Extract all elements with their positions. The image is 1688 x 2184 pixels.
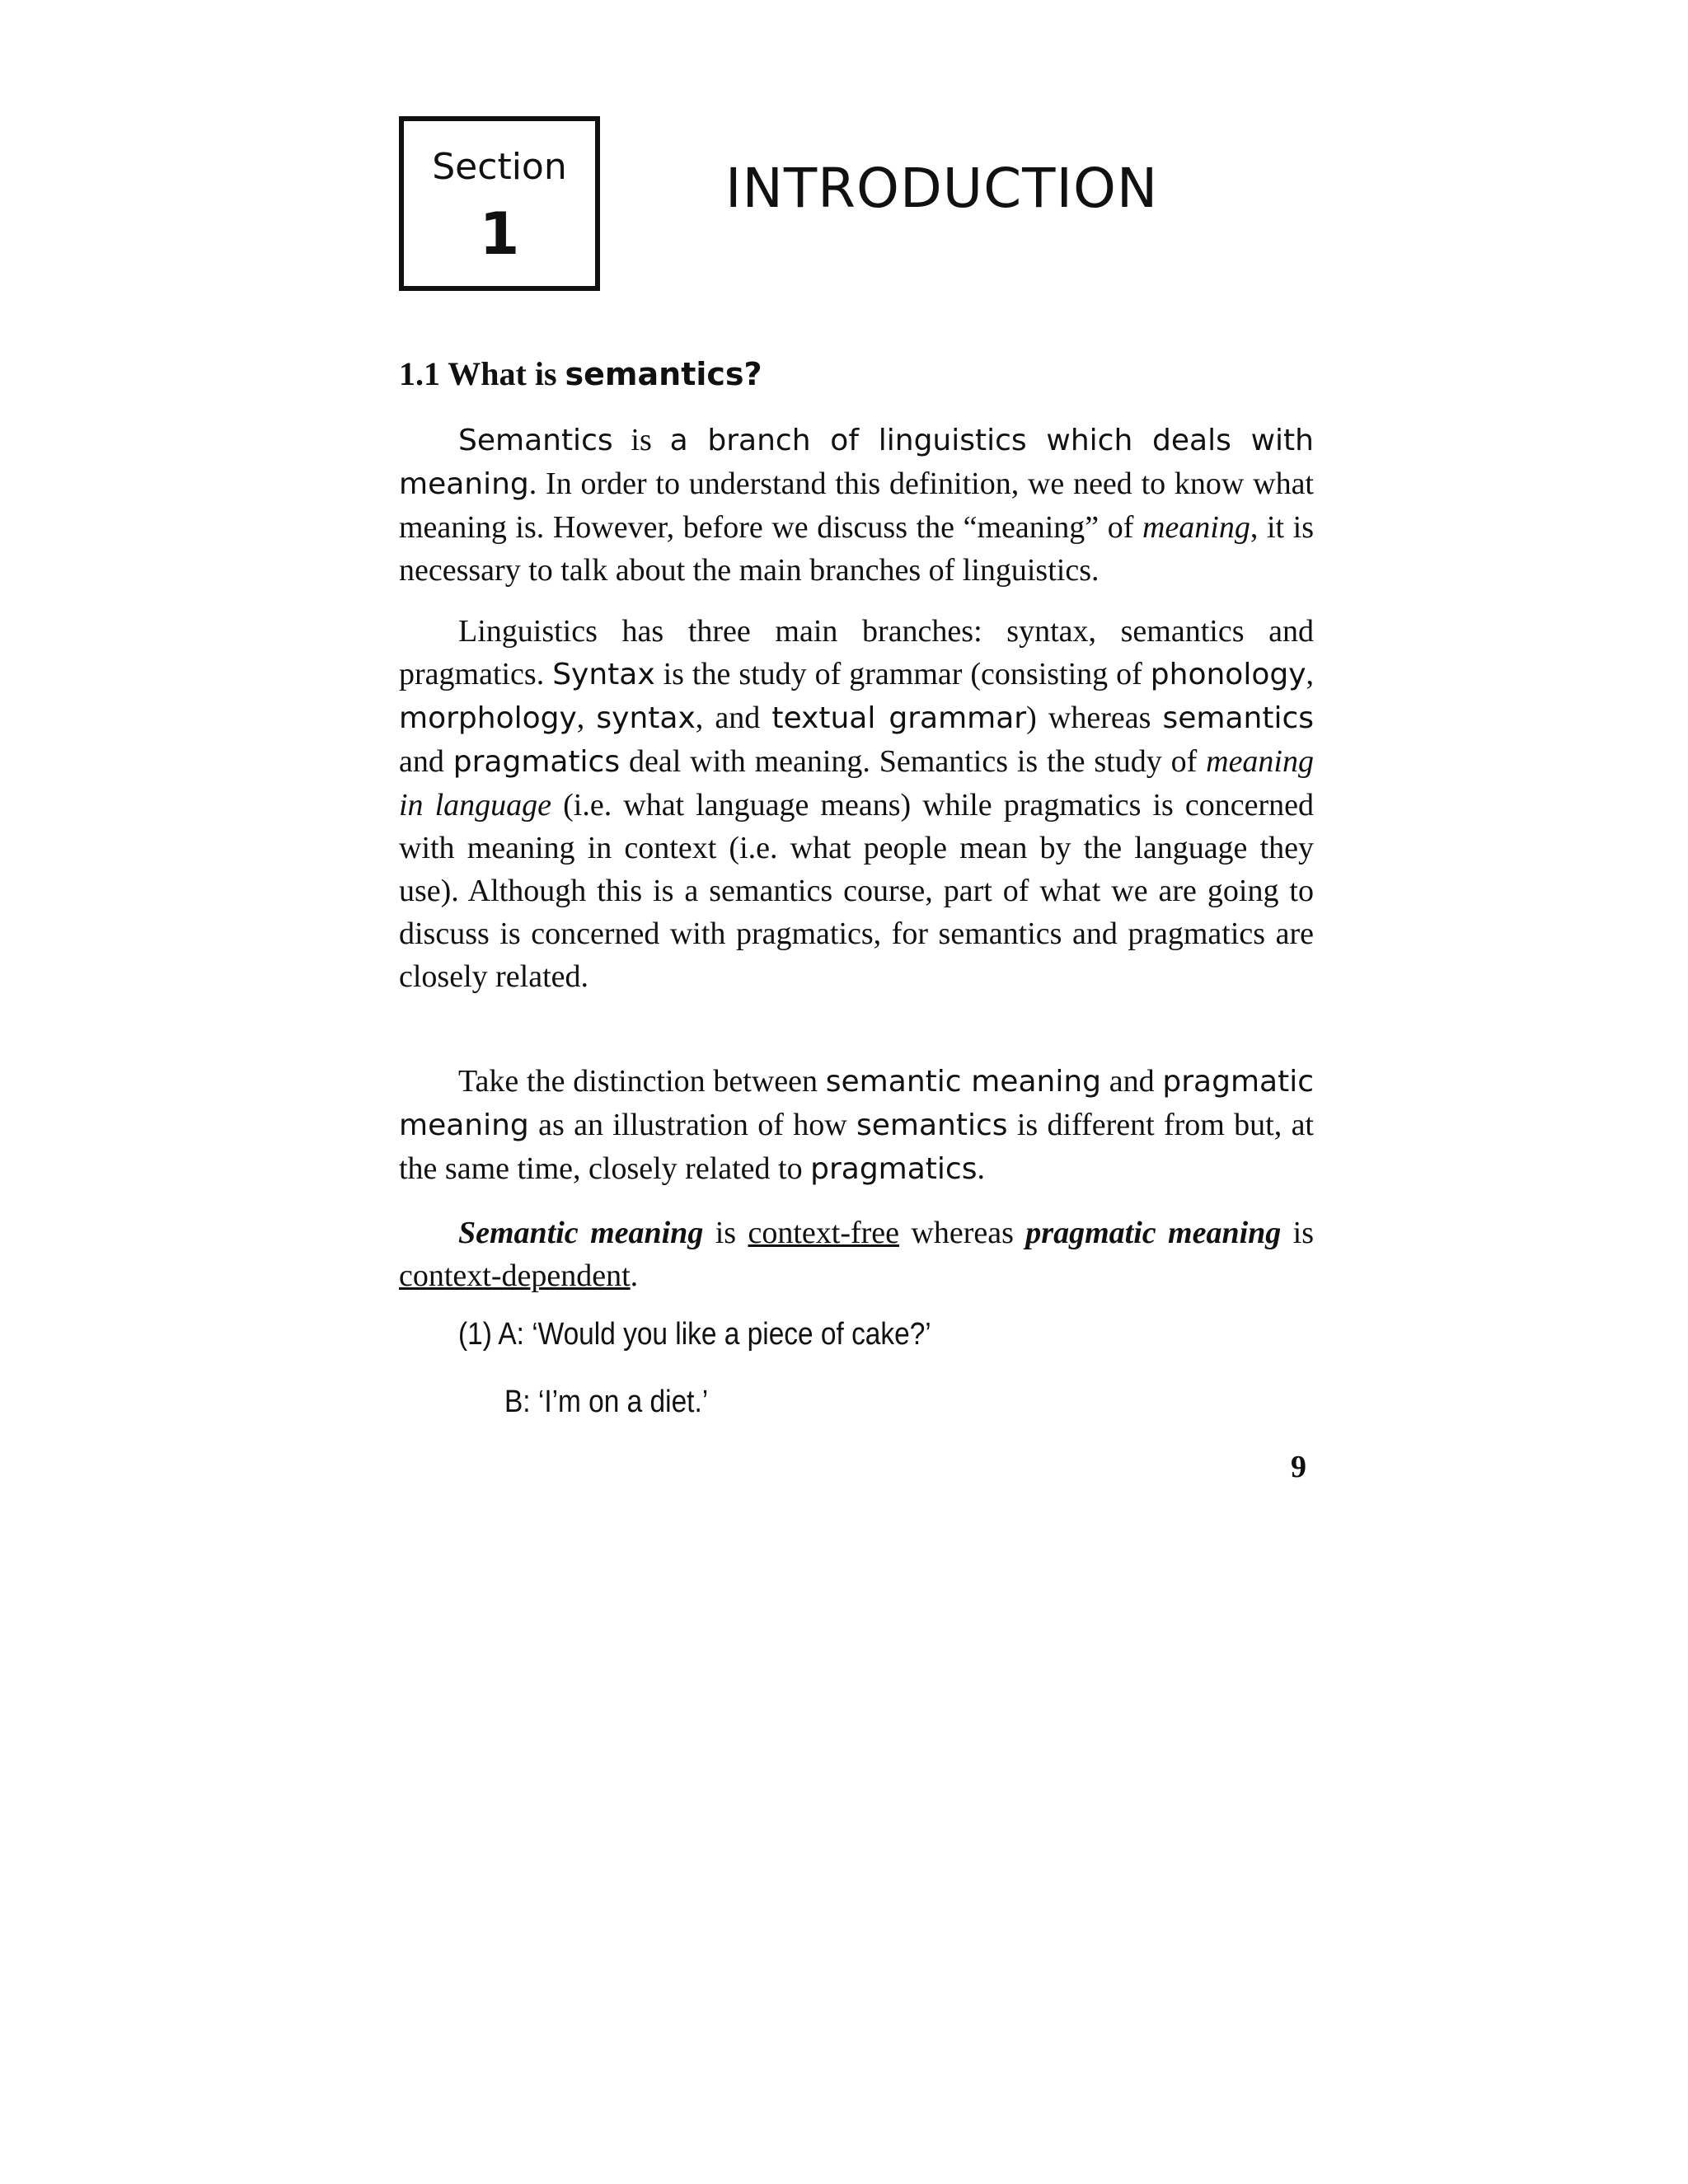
- text: whereas: [899, 1216, 1026, 1250]
- term: Semantics: [458, 424, 613, 457]
- section-box: [399, 116, 600, 291]
- text-italic: meaning: [1142, 510, 1250, 545]
- heading-number: 1.1: [399, 355, 440, 392]
- text: is: [1281, 1216, 1315, 1250]
- text: is: [612, 423, 670, 457]
- text-underlined: context-free: [748, 1216, 900, 1250]
- text: is the study of grammar (consisting of: [654, 657, 1151, 691]
- term: pragmatics: [810, 1152, 978, 1186]
- text: Linguistics has three main branches: syntax, semantics and pragmatics.: [399, 614, 1314, 691]
- text-bold-italic: pragmatic meaning: [1025, 1216, 1282, 1250]
- term: semantic meaning: [825, 1065, 1102, 1099]
- term: textual grammar: [771, 701, 1027, 735]
- term: syntax: [596, 701, 696, 735]
- section-number: 1: [479, 200, 520, 268]
- term: morphology: [399, 701, 577, 735]
- page-number: 9: [1291, 1450, 1306, 1484]
- subsection-heading: [399, 353, 762, 396]
- text: and: [399, 744, 453, 779]
- text-bold-italic: Semantic meaning: [458, 1216, 704, 1250]
- term: semantics: [1162, 701, 1315, 735]
- term: phonology: [1150, 658, 1306, 691]
- text: , it is necessary to talk about the main branches of linguistics.: [399, 510, 1314, 588]
- example-line-1: (1) A: ‘Would you like a piece of cake?’: [458, 1317, 931, 1352]
- term: pragmatic meaning: [399, 1065, 1315, 1142]
- example-line-2: B: ‘I’m on a diet.’: [504, 1385, 709, 1419]
- section-label: Section: [432, 146, 567, 188]
- paragraph-1: [399, 419, 1314, 592]
- paragraph-2: [399, 610, 1314, 998]
- text: deal with meaning. Semantics is the study of: [620, 744, 1207, 779]
- text: . In order to understand this definition, we need to know what meaning is. However, before we discuss the “meaning” of: [399, 466, 1314, 545]
- text: (i.e. what language means) while pragmatics is concerned with meaning in context (i.e. what people mean by the language they use). Although this is a semantics course, part of what we are going to discuss is concerned with pragmatics, for semantics and pragmatics are closely related.: [399, 788, 1314, 994]
- paragraph-4: [399, 1212, 1314, 1297]
- text: as an illustration of how: [528, 1108, 857, 1142]
- text-italic: meaning in language: [399, 744, 1314, 823]
- term: semantics: [856, 1108, 1008, 1142]
- text: is: [703, 1216, 748, 1250]
- text: ,: [1306, 657, 1314, 691]
- text: ) whereas: [1026, 701, 1163, 735]
- text: Take the distinction between: [458, 1064, 826, 1099]
- text: ,: [576, 701, 597, 735]
- text: and: [1101, 1064, 1163, 1099]
- paragraph-3: [399, 1060, 1314, 1191]
- term: Syntax: [552, 658, 655, 691]
- heading-term: semantics?: [565, 356, 762, 392]
- term: pragmatics: [452, 745, 621, 779]
- text: , and: [695, 701, 772, 735]
- text: .: [630, 1258, 639, 1293]
- term: a branch of linguistics which deals with meaning: [399, 424, 1314, 501]
- text-underlined: context-dependent: [399, 1258, 631, 1293]
- chapter-title: INTRODUCTION: [725, 157, 1159, 220]
- text: .: [977, 1151, 985, 1186]
- heading-text: What is: [448, 355, 557, 392]
- text: is different from but, at the same time, closely related to: [399, 1108, 1314, 1186]
